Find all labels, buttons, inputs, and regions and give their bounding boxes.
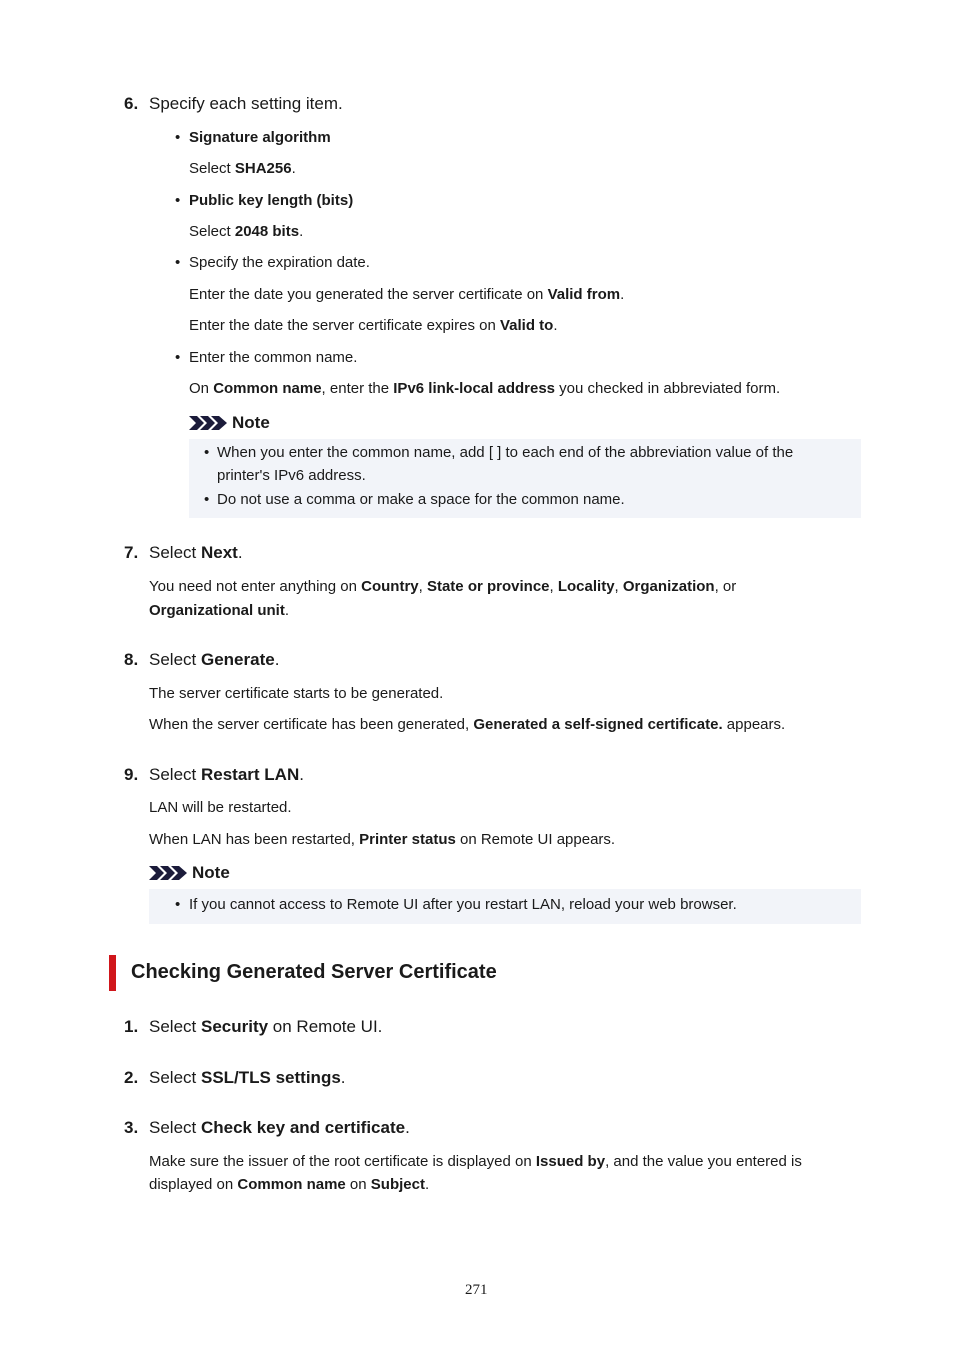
bullet-icon: • xyxy=(175,192,181,209)
step-text: Select SSL/TLS settings. xyxy=(149,1068,346,1087)
step-number: 8. xyxy=(124,650,139,669)
step-description: When the server certificate has been generated, Generated a self-signed certificate. appears. xyxy=(149,716,786,733)
step-text: Select Security on Remote UI. xyxy=(149,1017,383,1036)
step-text: Select Generate. xyxy=(149,650,280,669)
bullet-detail: Enter the date you generated the server certificate on Valid from. xyxy=(189,286,625,303)
bullet-icon: • xyxy=(175,349,181,366)
note-line: If you cannot access to Remote UI after you restart LAN, reload your web browser. xyxy=(189,896,737,913)
bullet-detail: Select SHA256. xyxy=(189,160,296,177)
bullet-title: Enter the common name. xyxy=(189,349,358,366)
bullet-icon: • xyxy=(175,896,181,913)
bullet-title: Public key length (bits) xyxy=(189,192,354,209)
bullet-icon: • xyxy=(175,254,181,271)
bullet-detail: Enter the date the server certificate expires on Valid to. xyxy=(189,317,558,334)
bullet-detail: On Common name, enter the IPv6 link-local address you checked in abbreviated form. xyxy=(189,380,781,397)
bullet-title: Specify the expiration date. xyxy=(189,254,370,271)
step-text: Select Check key and certificate. xyxy=(149,1118,410,1137)
step-number: 6. xyxy=(124,94,139,113)
note-line: When you enter the common name, add [ ] to each end of the abbreviation value of the xyxy=(217,444,794,461)
step-number: 7. xyxy=(124,543,139,562)
step-description: displayed on Common name on Subject. xyxy=(149,1176,430,1193)
bullet-icon: • xyxy=(204,491,210,508)
page-number: 271 xyxy=(465,1282,488,1298)
step-description: When LAN has been restarted, Printer status on Remote UI appears. xyxy=(149,831,616,848)
step-description: You need not enter anything on Country, State or province, Locality, Organization, or xyxy=(149,578,737,595)
section-accent-bar xyxy=(109,955,116,991)
step-number: 3. xyxy=(124,1118,139,1137)
note-line: Do not use a comma or make a space for the common name. xyxy=(217,491,625,508)
bullet-icon: • xyxy=(204,444,210,461)
step-number: 9. xyxy=(124,765,139,784)
section-heading: Checking Generated Server Certificate xyxy=(131,961,497,983)
step-number: 1. xyxy=(124,1017,139,1036)
note-title: Note xyxy=(192,863,230,882)
step-description: LAN will be restarted. xyxy=(149,799,292,816)
note-arrows-icon xyxy=(149,865,189,881)
bullet-title: Signature algorithm xyxy=(189,129,331,146)
step-text: Select Restart LAN. xyxy=(149,765,304,784)
step-description: Make sure the issuer of the root certificate is displayed on Issued by, and the value you entered is xyxy=(149,1153,802,1170)
step-number: 2. xyxy=(124,1068,139,1087)
step-description: Organizational unit. xyxy=(149,602,290,619)
step-text: Specify each setting item. xyxy=(149,94,343,113)
note-arrows-icon xyxy=(189,415,229,431)
step-description: The server certificate starts to be generated. xyxy=(149,685,444,702)
note-title: Note xyxy=(232,413,270,432)
bullet-icon: • xyxy=(175,129,181,146)
step-text: Select Next. xyxy=(149,543,243,562)
bullet-detail: Select 2048 bits. xyxy=(189,223,304,240)
note-line: printer's IPv6 address. xyxy=(217,467,366,484)
